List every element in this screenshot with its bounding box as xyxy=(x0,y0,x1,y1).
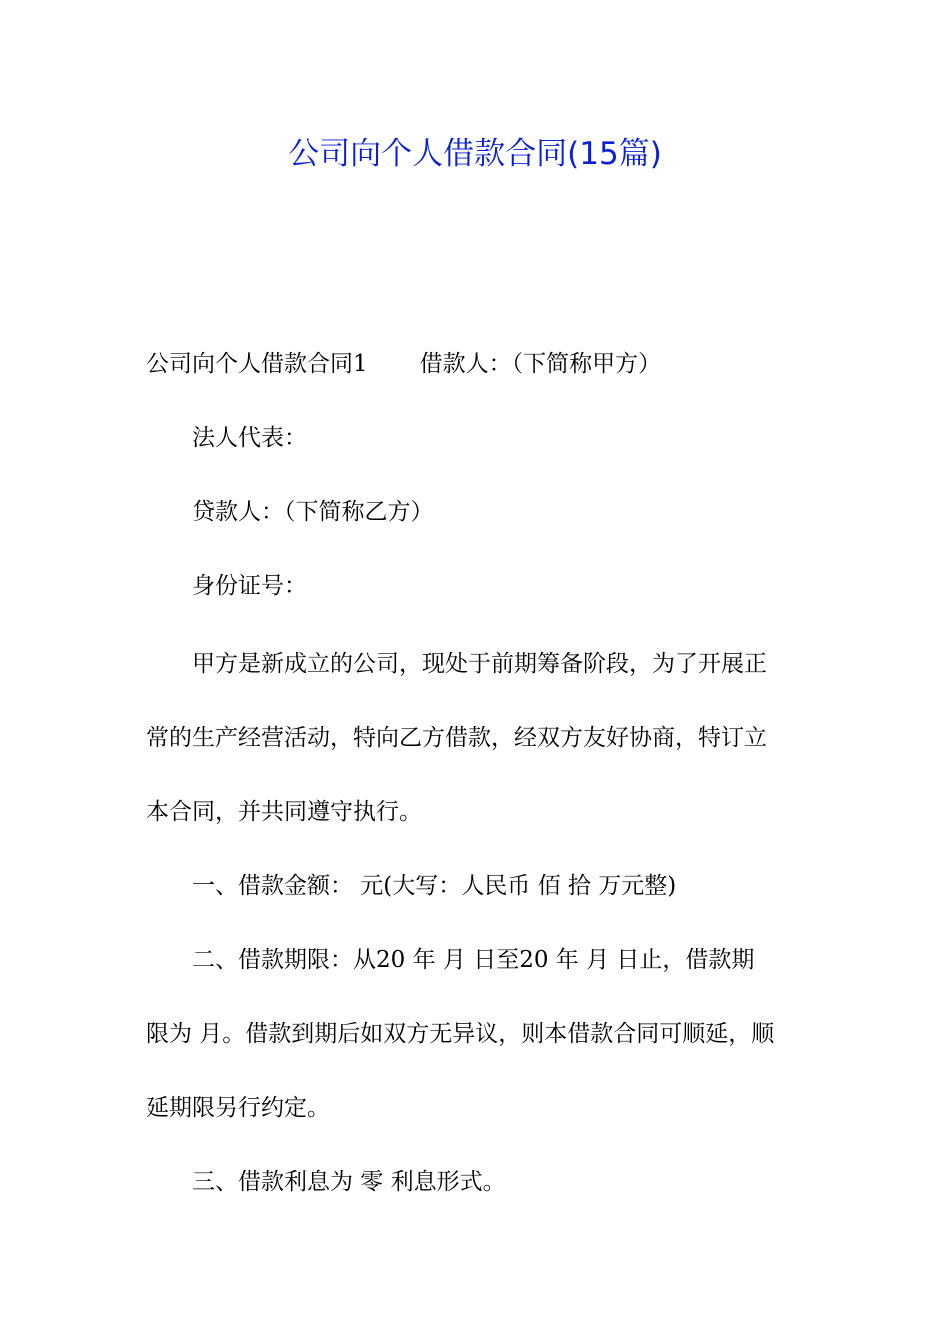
body-line: 甲方是新成立的公司，现处于前期筹备阶段，为了开展正 xyxy=(192,651,767,677)
document-title: 公司向个人借款合同(15篇) xyxy=(288,136,662,172)
contract-number-heading: 公司向个人借款合同1 xyxy=(146,351,368,377)
lender-line: 贷款人：（下简称乙方） xyxy=(192,499,434,525)
borrower-label: 借款人：（下简称甲方） xyxy=(419,351,662,377)
body-line: 常的生产经营活动，特向乙方借款，经双方友好协商，特订立 xyxy=(146,725,767,751)
clause-interest-line: 三、借款利息为 零 利息形式。 xyxy=(192,1169,506,1195)
body-line: 延期限另行约定。 xyxy=(146,1095,330,1121)
id-number-line: 身份证号： xyxy=(192,573,307,599)
body-line: 限为 月。借款到期后如双方无异议，则本借款合同可顺延，顺 xyxy=(146,1021,775,1047)
body-line: 本合同，并共同遵守执行。 xyxy=(146,799,422,825)
clause-term-line: 二、借款期限：从20 年 月 日至20 年 月 日止，借款期 xyxy=(192,947,755,973)
paragraph-heading-line xyxy=(146,345,661,378)
legal-representative-line: 法人代表： xyxy=(192,425,307,451)
clause-amount-line: 一、借款金额： 元(大写：人民币 佰 拾 万元整) xyxy=(192,873,677,899)
